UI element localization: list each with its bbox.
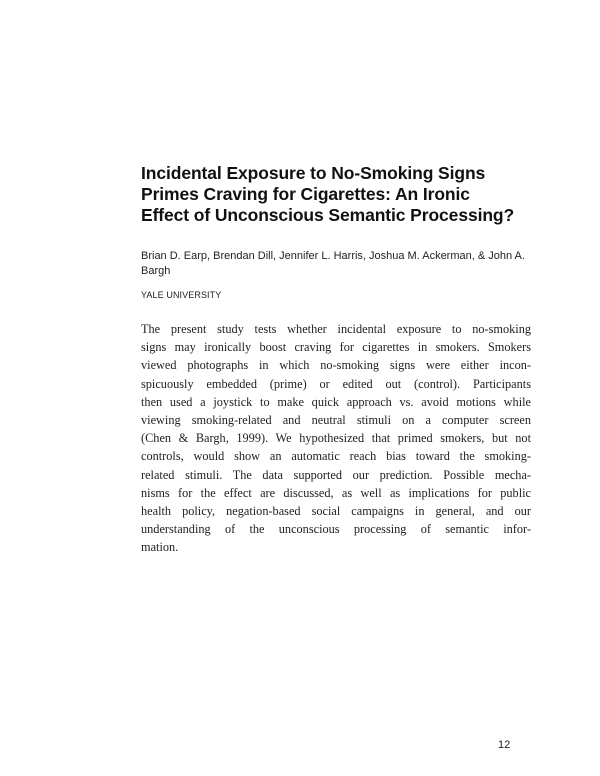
- abstract-line: spicuously embedded (prime) or edited out (control). Participants: [141, 376, 531, 391]
- author-line: Bargh: [141, 265, 171, 277]
- title-line: Primes Craving for Cigarettes: An Ironic: [141, 184, 470, 204]
- abstract-line: viewed photographs in which no-smoking signs were either incon-: [141, 358, 531, 373]
- abstract-line: then used a joystick to make quick approach vs. avoid motions while: [141, 394, 531, 409]
- abstract-line: signs may ironically boost craving for cigarettes in smokers. Smokers: [141, 340, 531, 355]
- paper-title: [141, 163, 541, 226]
- abstract: [141, 320, 531, 557]
- abstract-line: understanding of the unconscious processing of semantic infor-: [141, 522, 531, 537]
- abstract-line: related stimuli. The data supported our prediction. Possible mecha-: [141, 467, 531, 482]
- title-line: Incidental Exposure to No-Smoking Signs: [141, 163, 486, 183]
- author-list: [141, 249, 541, 279]
- abstract-line: (Chen & Bargh, 1999). We hypothesized that primed smokers, but not: [141, 431, 531, 446]
- abstract-line: health policy, negation-based social campaigns in general, and our: [141, 504, 531, 519]
- abstract-line: controls, would show an automatic reach bias toward the smoking-: [141, 449, 531, 464]
- title-line: Effect of Unconscious Semantic Processing?: [141, 205, 515, 225]
- abstract-line: The present study tests whether incidental exposure to no-smoking: [141, 322, 531, 336]
- page-number: 12: [498, 739, 511, 751]
- abstract-line: viewing smoking-related and neutral stimuli on a computer screen: [141, 413, 531, 428]
- affiliation: YALE UNIVERSITY: [141, 290, 222, 300]
- author-line: Brian D. Earp, Brendan Dill, Jennifer L. Harris, Joshua M. Ackerman, & John A.: [141, 250, 525, 262]
- abstract-line: nisms for the effect are discussed, as well as implications for public: [141, 485, 531, 500]
- abstract-line: mation.: [141, 540, 179, 555]
